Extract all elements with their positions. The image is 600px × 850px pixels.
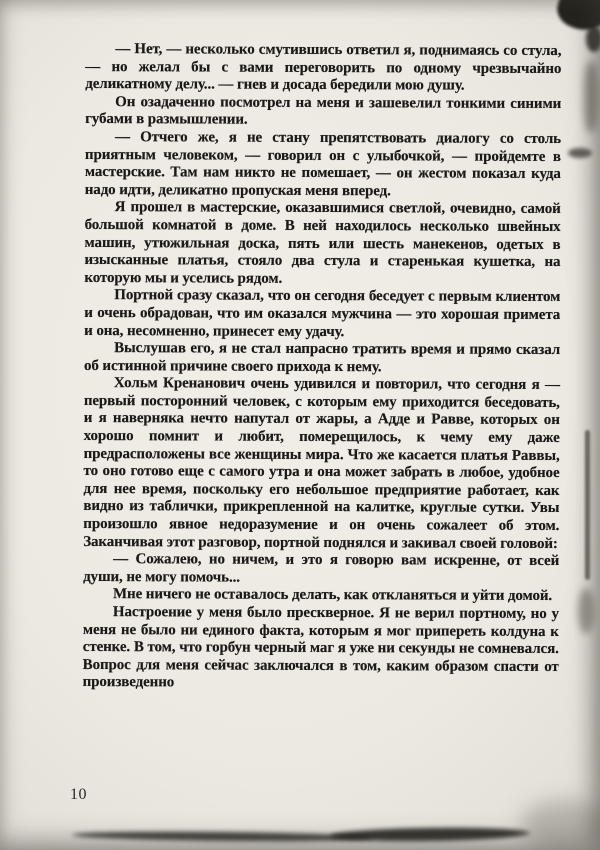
- scan-artifact-bottom-smudge: [520, 800, 600, 850]
- page-text: [83, 41, 562, 694]
- paragraph: Выслушав его, я не стал напрасно тратить время и прямо сказал об истинной причине своего прихода к нему.: [83, 340, 561, 375]
- paragraph: Настроение у меня было прескверное. Я не верил портному, но у меня не было ни единого факта, которым я мог припереть колдуна к стенке. В том, что горбун черный маг я уже ни секунды не сомневался. Вопрос для меня сейчас заключался в том, каким образом спасти от произведенно: [82, 604, 559, 691]
- paragraph: — Сожалею, но ничем, и это я говорю вам искренне, от всей души, не могу помочь...: [83, 551, 560, 586]
- paragraph: Мне ничего не оставалось делать, как откланяться и уйти домой.: [112, 586, 553, 605]
- scan-artifact-edge-smudge: [584, 62, 598, 132]
- scan-artifact-corner-blot: [552, 0, 600, 37]
- scan-artifact-edge-smudge: [578, 588, 594, 634]
- scan-artifact-edge-smudge: [568, 148, 592, 158]
- paragraph: Портной сразу сказал, что он сегодня беседует с первым клиентом и очень обрадован, что им оказался мужчина — это хорошая примета и она, несомненно, принесет ему удачу.: [84, 287, 561, 340]
- page-number: 10: [70, 786, 87, 803]
- scan-artifact-corner-dot: [586, 26, 600, 52]
- scan-artifact-bottom-shadow: [330, 827, 530, 843]
- scan-artifact-bottom-shadow: [72, 830, 372, 842]
- scan-artifact-edge-streak: [585, 430, 590, 580]
- paragraph: Хольм Кренанович очень удивился и повторил, что сегодня я — первый посторонний человек, с которым ему приходится беседовать, и я наверняка нечто напутал от жары, а Адде и Равве, которых он хорошо помнит и любит, померещилось, к чему ему даже предрасположены все женщины мира. Что же касается платья Раввы, то оно готово еще с самого утра и она может забрать в любое, удобное для нее время, поскольку его небольшое предприятие работает, как видно из таблички, прикрепленной на калитке, круглые сутки. Увы произошло явное недоразумение и он очень сожалеет об этом. Заканчивая этот разговор, портной поднялся и закивал своей головой:: [83, 375, 560, 552]
- paragraph: — Нет, — несколько смутившись ответил я, поднимаясь со стула, — но желал бы с вами переговорить по одному чрезвычайно деликатному делу... — гнев и досада бередили мою душу.: [85, 41, 562, 94]
- paragraph: Я прошел в мастерские, оказавшимися светлой, очевидно, самой большой комнатой в доме. В ней находилось несколько швейных машин, утюжильная доска, пять или шесть манекенов, одетых в изысканные платья, стояло два стула и старенькая кушетка, на которую мы и уселись рядом.: [84, 199, 561, 287]
- paragraph: Он озадаченно посмотрел на меня и зашевелил тонкими синими губами в размышлении.: [85, 93, 562, 129]
- paragraph: — Отчего же, я не стану препятствовать диалогу со столь приятным человеком, — говорил он с улыбочкой, — пройдемте в мастерские. Там нам никто не помешает, — он жестом показал куда надо идти, деликатно пропуская меня вперед.: [84, 129, 562, 200]
